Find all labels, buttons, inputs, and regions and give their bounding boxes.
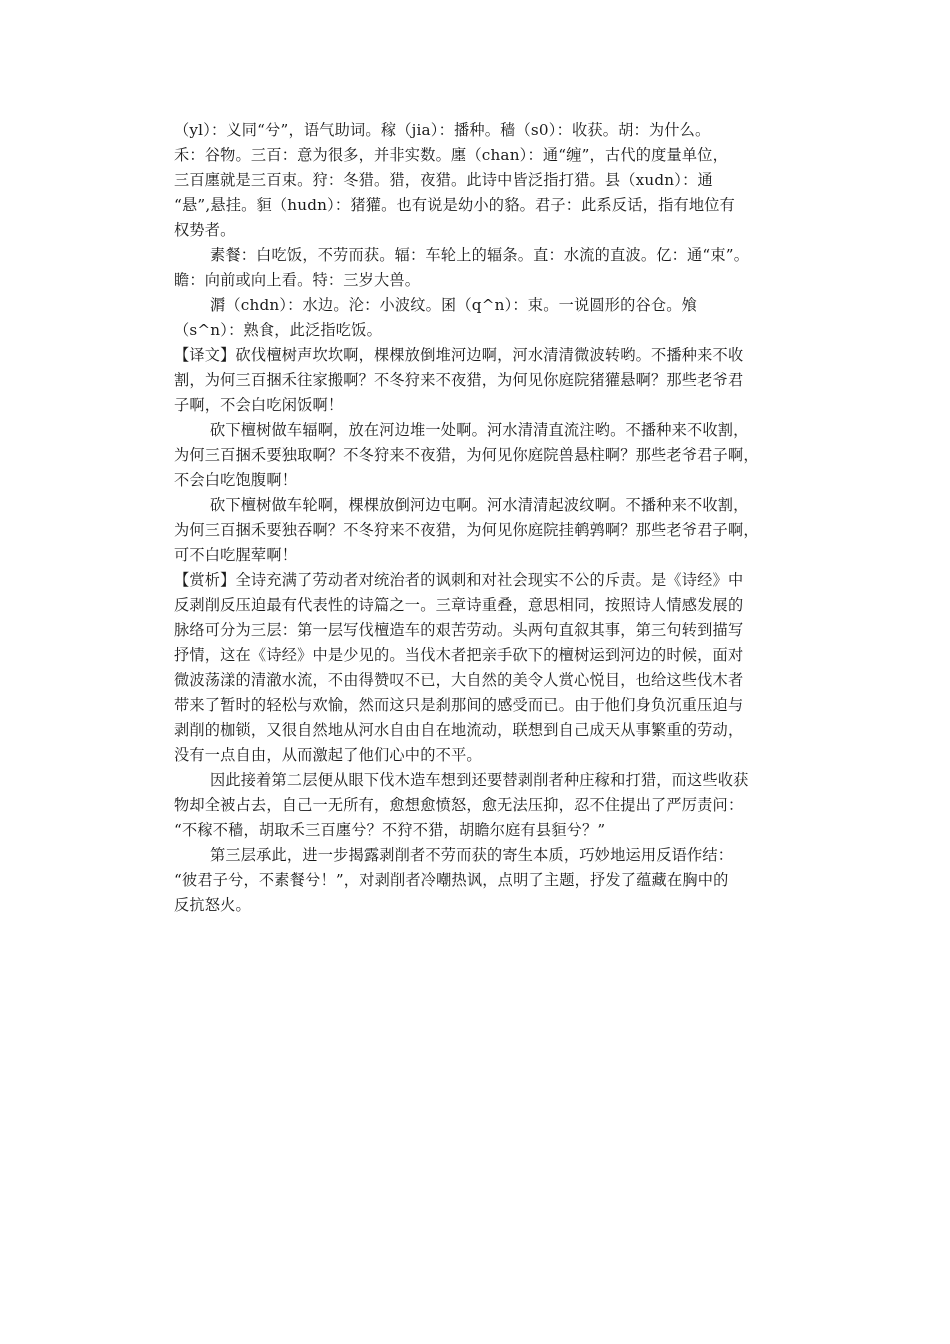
note-line: “悬”,悬挂。貆（hudn）：猪獾。也有说是幼小的貉。君子：此系反话，指有地位有 — [174, 196, 736, 214]
translation-line: 为何三百捆禾要独吞啊？不冬狩来不夜猎，为何见你庭院挂鹌鹑啊？那些老爷君子啊， — [174, 521, 759, 539]
translation-line: 砍下檀树做车辐啊，放在河边堆一处啊。河水清清直流注哟。不播种来不收割， — [210, 421, 749, 439]
note-line: 禾：谷物。三百：意为很多，并非实数。廛（chan）：通“缠”，古代的度量单位， — [174, 146, 729, 164]
translation-line: 不会白吃饱腹啊！ — [174, 471, 298, 489]
appreciation-line: 带来了暂时的轻松与欢愉，然而这只是刹那间的感受而已。由于他们身负沉重压迫与 — [174, 696, 744, 714]
note-line: 权势者。 — [174, 221, 236, 239]
translation-line: 可不白吃腥荤啊！ — [174, 546, 298, 564]
appreciation-line: 因此接着第二层便从眼下伐木造车想到还要替剥削者种庄稼和打猎，而这些收获 — [210, 771, 749, 789]
note-line: 瞻：向前或向上看。特：三岁大兽。 — [174, 271, 421, 289]
appreciation-line: 第三层承此，进一步揭露剥削者不劳而获的寄生本质，巧妙地运用反语作结： — [210, 846, 734, 864]
appreciation-heading-line: 【赏析】全诗充满了劳动者对统治者的讽刺和对社会现实不公的斥责。是《诗经》中 — [174, 571, 744, 589]
translation-line: 子啊，不会白吃闲饭啊！ — [174, 396, 344, 414]
appreciation-line: 物却全被占去，自己一无所有，愈想愈愤怒，愈无法压抑，忍不住提出了严厉责问： — [174, 796, 744, 814]
translation-line: 割，为何三百捆禾往家搬啊？不冬狩来不夜猎，为何见你庭院猪獾悬啊？那些老爷君 — [174, 371, 744, 389]
note-line: 漘（chdn）：水边。沦：小波纹。囷（q^n）：束。一说圆形的谷仓。飧 — [210, 296, 698, 314]
appreciation-line: 没有一点自由，从而激起了他们心中的不平。 — [174, 746, 482, 764]
note-line: （s^n）：熟食，此泛指吃饭。 — [174, 321, 382, 339]
appreciation-line: 反剥削反压迫最有代表性的诗篇之一。三章诗重叠，意思相同，按照诗人情感发展的 — [174, 596, 744, 614]
appreciation-line: 剥削的枷锁，又很自然地从河水自由自在地流动，联想到自己成天从事繁重的劳动， — [174, 721, 744, 739]
appreciation-line: “彼君子兮，不素餐兮！”，对剥削者冷嘲热讽，点明了主题，抒发了蕴藏在胸中的 — [174, 871, 729, 889]
translation-line: 砍下檀树做车轮啊，棵棵放倒河边屯啊。河水清清起波纹啊。不播种来不收割， — [210, 496, 749, 514]
translation-heading-line: 【译文】砍伐檀树声坎坎啊，棵棵放倒堆河边啊，河水清清微波转哟。不播种来不收 — [174, 346, 744, 364]
note-line: 三百廛就是三百束。狩：冬猎。猎，夜猎。此诗中皆泛指打猎。县（xudn）：通 — [174, 171, 713, 189]
appreciation-line: 微波荡漾的清澈水流，不由得赞叹不已，大自然的美令人赏心悦目，也给这些伐木者 — [174, 671, 744, 689]
appreciation-line: 抒情，这在《诗经》中是少见的。当伐木者把亲手砍下的檀树运到河边的时候，面对 — [174, 646, 744, 664]
note-line: 素餐：白吃饭，不劳而获。辐：车轮上的辐条。直：水流的直波。亿：通“束”。 — [210, 246, 750, 264]
appreciation-line: 反抗怒火。 — [174, 896, 251, 914]
appreciation-line: 脉络可分为三层：第一层写伐檀造车的艰苦劳动。头两句直叙其事，第三句转到描写 — [174, 621, 744, 639]
appreciation-line: “不稼不穑，胡取禾三百廛兮？不狩不猎，胡瞻尔庭有县貆兮？” — [174, 821, 606, 839]
translation-line: 为何三百捆禾要独取啊？不冬狩来不夜猎，为何见你庭院兽悬柱啊？那些老爷君子啊， — [174, 446, 759, 464]
document-body — [174, 118, 834, 918]
note-line: （yl）：义同“兮”，语气助词。稼（jia）：播种。穑（s0）：收获。胡：为什么。 — [174, 121, 711, 139]
